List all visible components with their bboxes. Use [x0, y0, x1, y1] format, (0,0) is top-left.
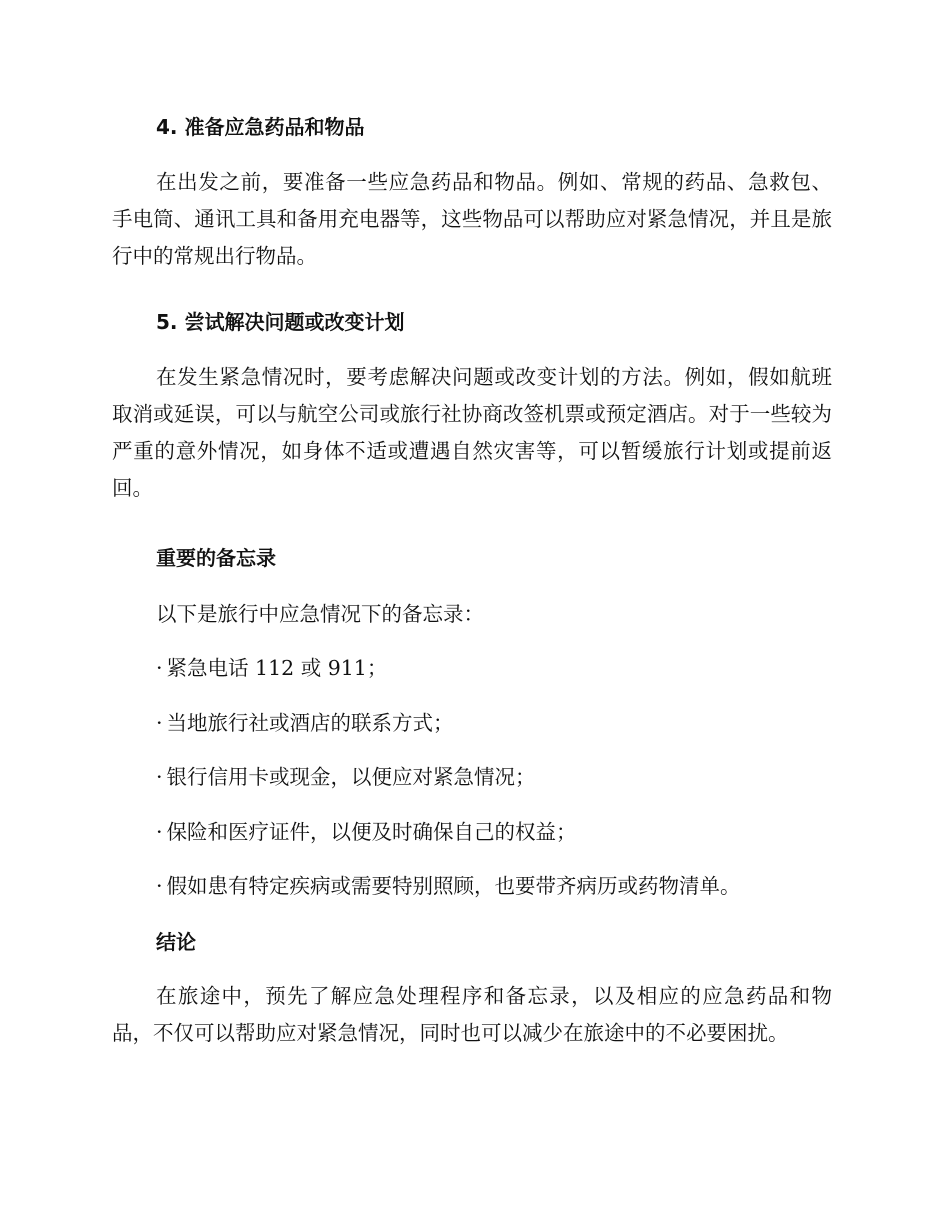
bullet-dot: · [156, 874, 163, 898]
memo-item-text: 银行信用卡或现金，以便应对紧急情况； [166, 765, 536, 789]
memo-item-text: 保险和医疗证件，以便及时确保自己的权益； [166, 820, 577, 844]
section-heading-solve-or-change-plan: 5. 尝试解决问题或改变计划 [156, 310, 405, 334]
memo-list-item [156, 655, 387, 681]
memo-item-text: 当地旅行社或酒店的联系方式； [166, 711, 454, 735]
bullet-dot: · [156, 765, 163, 789]
memo-list-item [156, 819, 577, 845]
memo-item-text: 假如患有特定疾病或需要特别照顾，也要带齐病历或药物清单。 [166, 874, 741, 898]
memo-item-text: 紧急电话 112 或 911； [166, 656, 388, 680]
bullet-dot: · [156, 820, 163, 844]
memo-list-item [156, 710, 454, 736]
memo-heading: 重要的备忘录 [156, 546, 276, 570]
conclusion-paragraph: 在旅途中，预先了解应急处理程序和备忘录，以及相应的应急药品和物品，不仅可以帮助应对紧急情况，同时也可以减少在旅途中的不必要困扰。 [112, 984, 832, 1045]
bullet-dot: · [156, 656, 163, 680]
section-heading-prepare-supplies: 4. 准备应急药品和物品 [156, 115, 365, 139]
memo-list-item [156, 873, 741, 899]
memo-intro: 以下是旅行中应急情况下的备忘录： [156, 602, 484, 626]
memo-list-item [156, 764, 536, 790]
bullet-dot: · [156, 711, 163, 735]
section-paragraph-solve-or-change-plan: 在发生紧急情况时，要考虑解决问题或改变计划的方法。例如，假如航班取消或延误，可以与航空公司或旅行社协商改签机票或预定酒店。对于一些较为严重的意外情况，如身体不适或遭遇自然灾害等，可以暂缓旅行计划或提前返回。 [112, 365, 832, 500]
conclusion-heading: 结论 [156, 930, 196, 954]
section-paragraph-prepare-supplies: 在出发之前，要准备一些应急药品和物品。例如、常规的药品、急救包、手电筒、通讯工具和备用充电器等，这些物品可以帮助应对紧急情况，并且是旅行中的常规出行物品。 [112, 170, 832, 268]
